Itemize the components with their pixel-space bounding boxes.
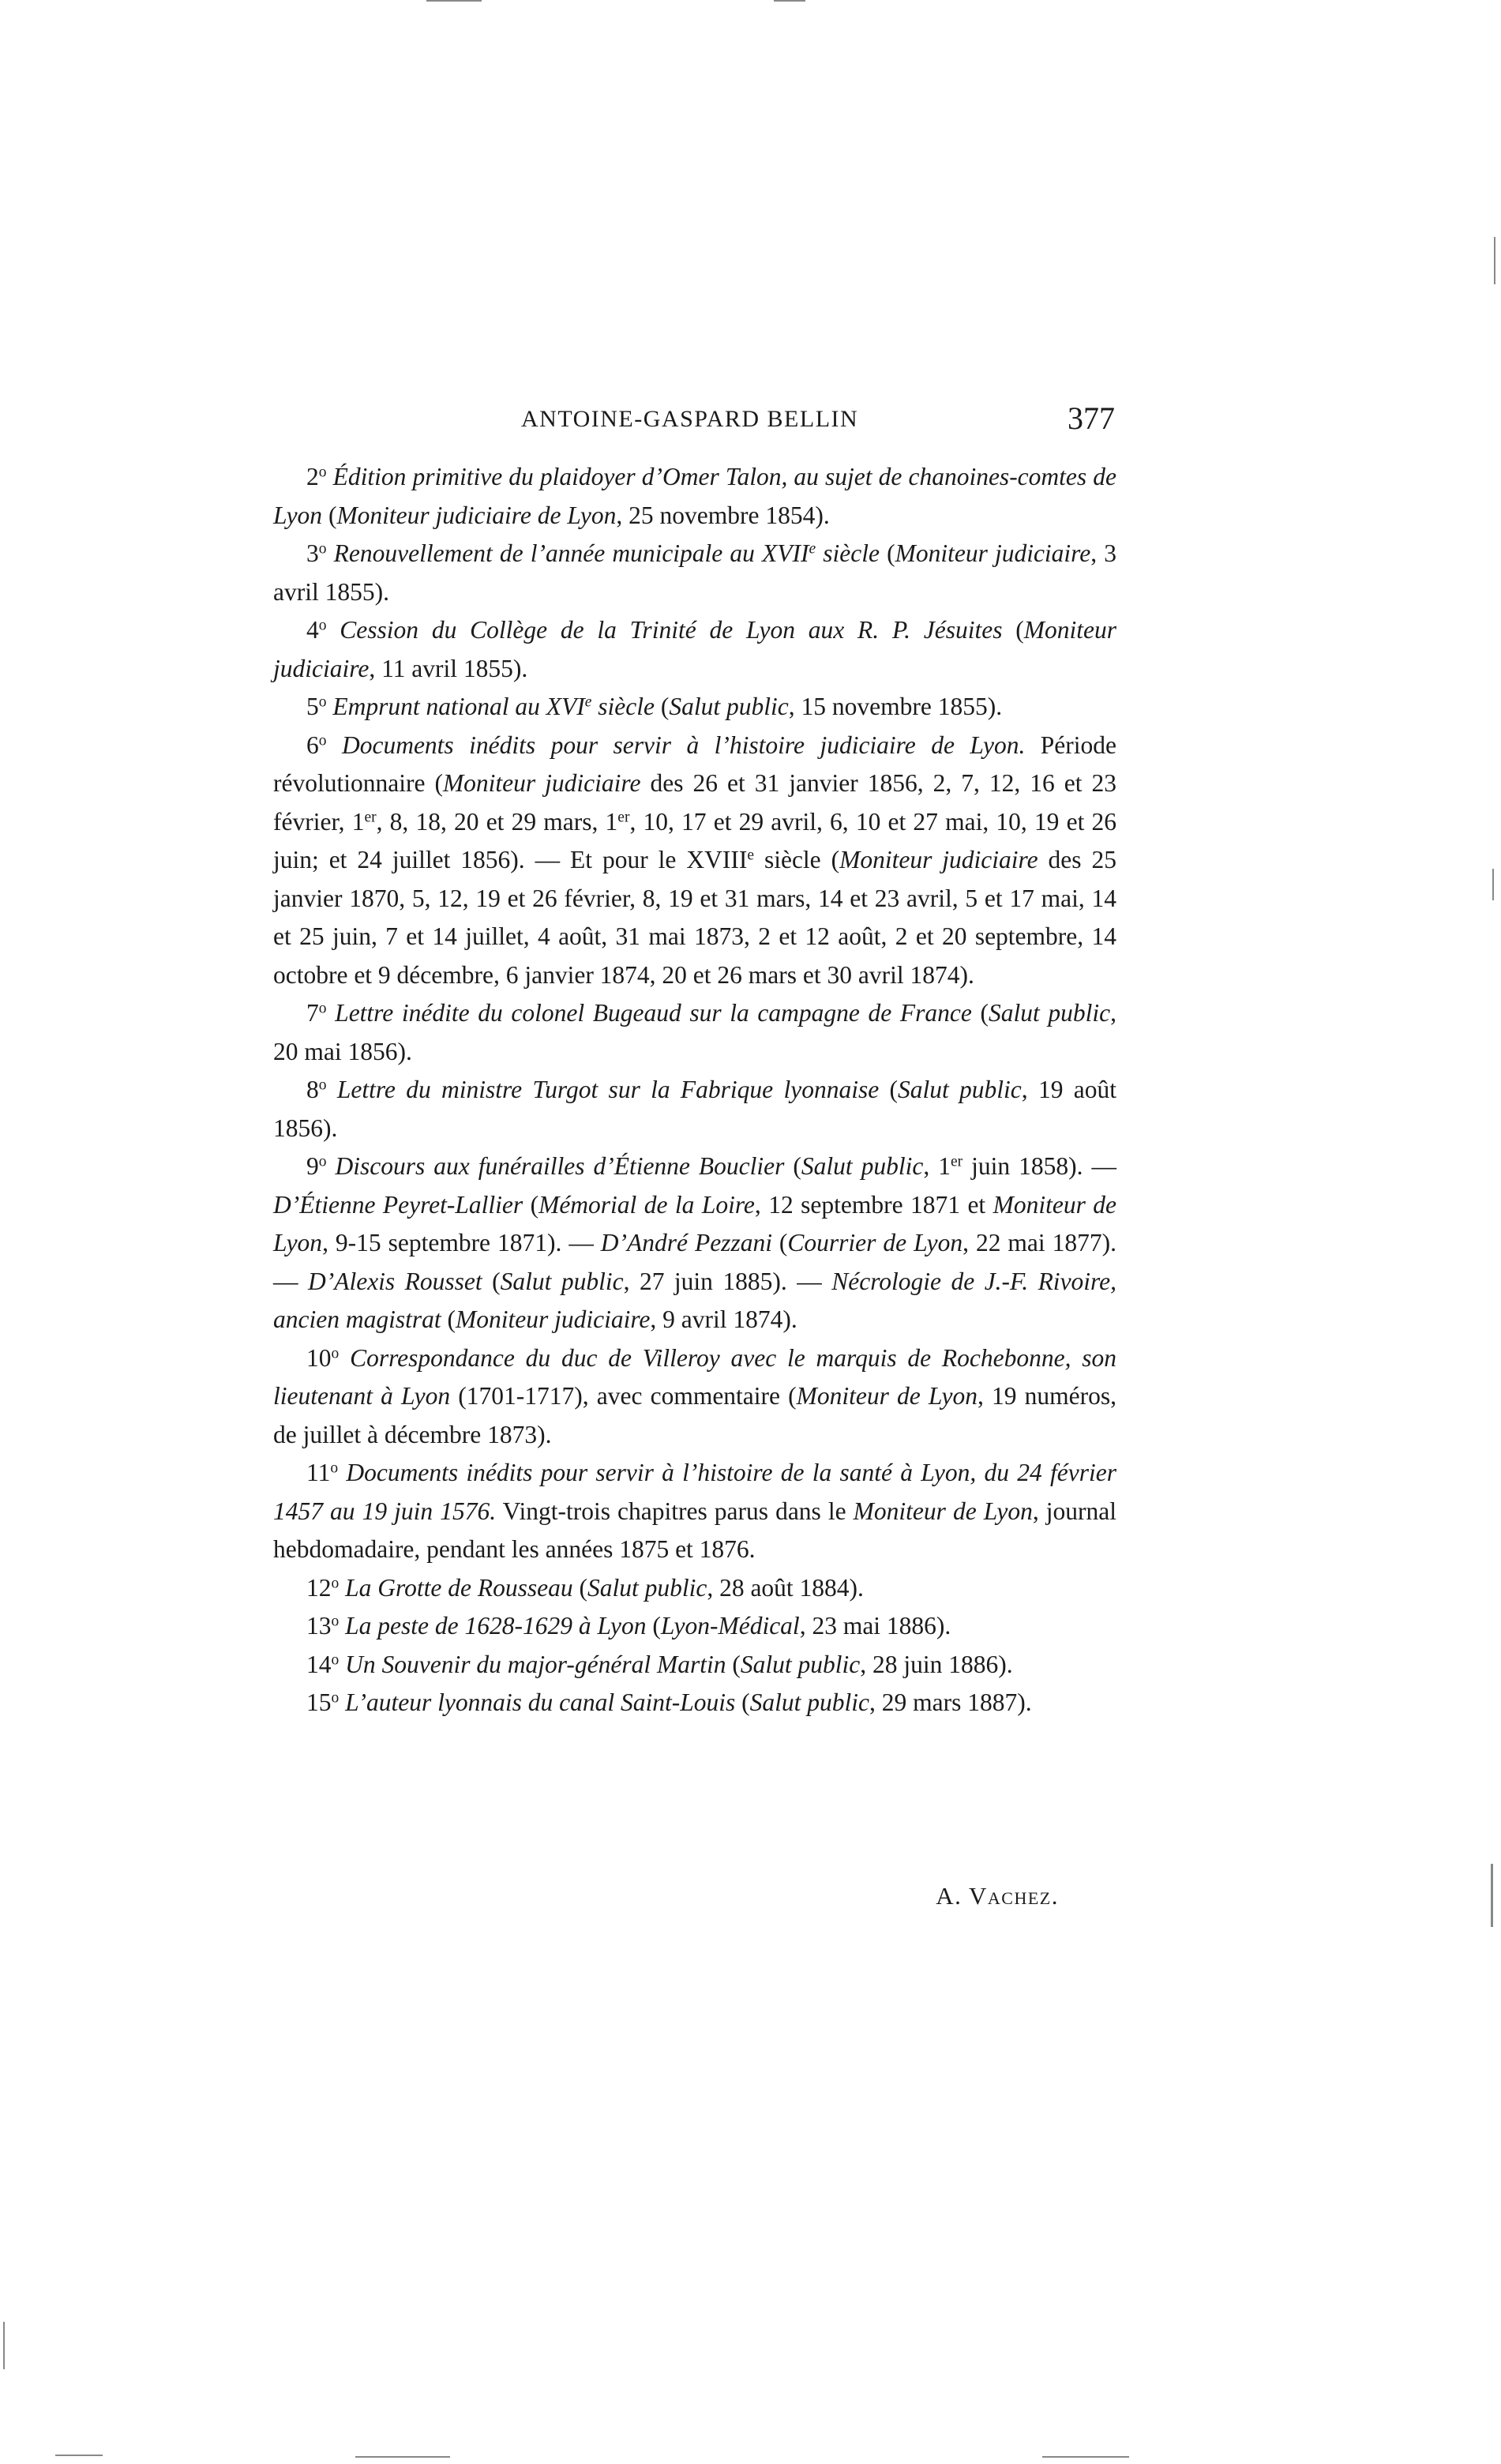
entry-9: 9$^o$ Discours aux funérailles d’Étienne Bouclier (Salut public, 1er juin 1858). — D’Étienne Peyret-Lallier (Mémorial de la Loire, 12 septembre 1871 et Moniteur de Lyon, 9-15 septembre 1871). — D’André Pezzani (Courrier de Lyon, 22 mai 1877). — D’Alexis Rousset (Salut public, 27 juin 1885). — Nécrologie de J.-F. Rivoire, ancien magistrat (Moniteur judiciaire, 9 avril 1874). <box>273 1152 1116 1333</box>
scan-mark-right-2 <box>1492 869 1494 900</box>
entry-5: 5$^o$ Emprunt national au XVIe siècle (Salut public, 15 novembre 1855). <box>306 693 1003 720</box>
entry-14: 14$^o$ Un Souvenir du major-général Martin (Salut public, 28 juin 1886). <box>306 1650 1013 1678</box>
scan-mark-bottom-3 <box>1042 2456 1129 2458</box>
bibliography-list <box>273 458 1116 1722</box>
page-header <box>521 400 1115 444</box>
scan-mark-bottom <box>55 2455 103 2456</box>
author-signature: A. Vachez. <box>936 1882 1059 1910</box>
entry-2: 2$^o$ Édition primitive du plaidoyer d’Omer Talon, au sujet de chanoines-comtes de Lyon (Moniteur judiciaire de Lyon, 25 novembre 1854). <box>273 463 1116 529</box>
entry-7: 7$^o$ Lettre inédite du colonel Bugeaud sur la campagne de France (Salut public, 20 mai 1856). <box>273 999 1117 1065</box>
scan-mark-right <box>1494 237 1495 284</box>
entry-13: 13$^o$ La peste de 1628-1629 à Lyon (Lyon-Médical, 23 mai 1886). <box>306 1612 951 1640</box>
scan-mark-right-3 <box>1491 1864 1493 1927</box>
entry-12: 12$^o$ La Grotte de Rousseau (Salut public, 28 août 1884). <box>306 1573 864 1602</box>
entry-10: 10$^o$ Correspondance du duc de Villeroy avec le marquis de Rochebonne, son lieutenant à Lyon (1701-1717), avec commentaire (Moniteur de Lyon, 19 numéros, de juillet à décembre 1873). <box>273 1343 1117 1448</box>
entry-6: 6$^o$ Documents inédits pour servir à l’histoire judiciaire de Lyon. Période révolutionnaire (Moniteur judiciaire des 26 et 31 janvier 1856, 2, 7, 12, 16 et 23 février, 1er, 8, 18, 20 et 29 mars, 1er, 10, 17 et 29 avril, 6, 10 et 27 mai, 10, 19 et 26 juin; et 24 juillet 1856). — Et pour le XVIIIe siècle (Moniteur judiciaire des 25 janvier 1870, 5, 12, 19 et 26 février, 8, 19 et 31 mars, 14 et 23 avril, 5 et 17 mai, 14 et 25 juin, 7 et 14 juillet, 4 août, 31 mai 1873, 2 et 12 août, 2 et 20 septembre, 14 octobre et 9 décembre, 6 janvier 1874, 20 et 26 mars et 30 avril 1874). <box>273 731 1117 989</box>
scan-mark-left <box>3 2322 5 2369</box>
entry-8: 8$^o$ Lettre du ministre Turgot sur la Fabrique lyonnaise (Salut public, 19 août 1856). <box>273 1076 1117 1142</box>
entry-15: 15$^o$ L’auteur lyonnais du canal Saint-Louis (Salut public, 29 mars 1887). <box>306 1688 1032 1716</box>
running-title: ANTOINE-GASPARD BELLIN <box>521 406 859 432</box>
scan-mark-top-2 <box>774 0 805 2</box>
entry-11: 11$^o$ Documents inédits pour servir à l’histoire de la santé à Lyon, du 24 février 1457 au 19 juin 1576. Vingt-trois chapitres parus dans le Moniteur de Lyon, journal hebdomadaire, pendant les années 1875 et 1876. <box>273 1459 1116 1563</box>
page-number: 377 <box>1068 400 1115 436</box>
scan-mark-bottom-2 <box>355 2456 450 2458</box>
entry-4: 4$^o$ Cession du Collège de la Trinité de Lyon aux R. P. Jésuites (Moniteur judiciaire, 11 avril 1855). <box>273 616 1117 682</box>
entry-3: 3$^o$ Renouvellement de l’année municipale au XVIIe siècle (Moniteur judiciaire, 3 avril 1855). <box>273 539 1117 606</box>
scan-mark-top <box>426 0 482 2</box>
